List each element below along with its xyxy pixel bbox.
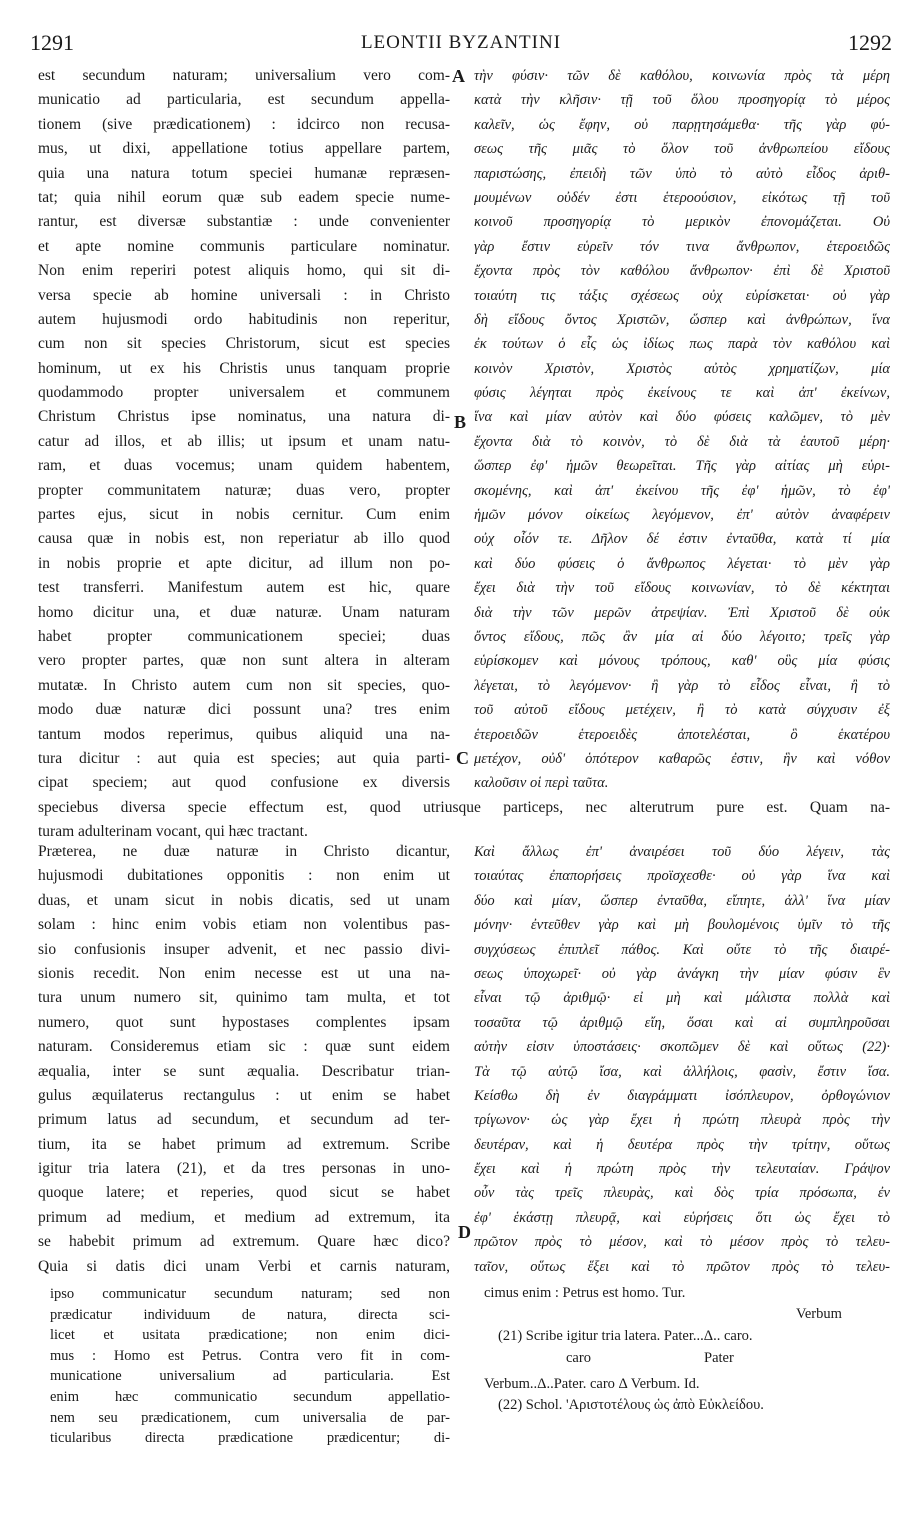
greek-text-line: Κείσθω δὴ ἐν διαγράμματι ἰσόπλευρον, ὀρθογώνιον (474, 1087, 890, 1104)
latin-text-line: et apte nomine communis particulare nominatur. (38, 237, 450, 255)
latin-text-line: quoque latere; et reperies, quod sicut se habet (38, 1184, 450, 1202)
greek-text-line: τοιαύτας ἐπαπορήσεις προϊσχεσθε· οὐ γὰρ ἵνα καὶ (474, 868, 890, 885)
greek-text-line: πρῶτον πρὸς τὸ μέσον, καὶ τὸ μέσον πρὸς τὸ τελευ- (474, 1234, 890, 1251)
latin-text-line: propter communitatem naturæ; duas vero, propter (38, 481, 450, 499)
greek-text-line: ἔχει καὶ ἡ πρώτη πρὸς τὴν τελευταίαν. Γράψον (474, 1161, 890, 1178)
greek-text-line: οὐχ οἷόν τε. Δῆλον δέ ἐστιν ἐνταῦθα, κατὰ τί μία (474, 531, 890, 548)
greek-column-section1 (474, 64, 890, 796)
greek-text-line: αὐτὴν εἰσιν ὑποστάσεις· σκοπῶμεν δὲ καὶ οὕτως (22)· (474, 1039, 890, 1056)
footnote-text-line: prædicatur individuum de natura, directa sci- (50, 1306, 450, 1323)
latin-text-line: tura dicitur : aut quia est species; aut quia parti- (38, 749, 450, 767)
latin-text-line: hujusmodi dubitationes opponitis : non enim ut (38, 867, 450, 885)
latin-text-line: versa specie ab homine universali : in Christo (38, 286, 450, 304)
latin-text-line: rantur, est diversæ substantiæ : unde convenienter (38, 213, 450, 231)
greek-text-line: κατὰ τὴν κλῆσιν· τῇ τοῦ ὅλου προσηγορίᾳ τὸ μέρος (474, 92, 890, 109)
latin-text-line: Non enim reperiri potest aliquis homo, qui sit di- (38, 262, 450, 280)
latin-text-line: sionis recedit. Non enim necesse est ut una na- (38, 964, 450, 982)
latin-text-line: numero, quot sunt hypostases complentes ipsam (38, 1013, 450, 1031)
latin-text-line: est secundum naturam; universalium vero com- (38, 67, 450, 84)
footnote-text-line: ipso communicatur secundum naturam; sed non (50, 1286, 450, 1302)
latin-text-line: modo duæ naturæ dici possunt una? tres enim (38, 701, 450, 719)
latin-text-line: cipat speciem; aut quod confusione ex diversis (38, 774, 450, 792)
greek-text-line: ὄντος εἴδους, πῶς ἂν μία αἱ δύο λέγοιτο; τρεῖς γὰρ (474, 628, 890, 645)
greek-text-line: τοσαῦτα τῷ ἀριθμῷ εἴη, ὅσαι καὶ αἱ συμπληροῦσαι (474, 1014, 890, 1031)
footnote-21-caro: caro (566, 1350, 591, 1366)
greek-text-line: συγχύσεως ἐπιπλεῖ πάθος. Καὶ οὔτε τὸ τῆς διαιρέ- (474, 941, 890, 958)
latin-text-line: homo dicitur una, et duæ naturæ. Unam naturam (38, 603, 450, 621)
margin-marker-d: D (458, 1222, 471, 1242)
footnote-right-column (484, 1282, 894, 1415)
latin-text-line: test transferri. Manifestum autem est hic, quare (38, 579, 450, 597)
greek-text-line: ὥσπερ ἐφ' ἡμῶν θεωρεῖται. Τῆς γὰρ αἰτίας μὴ εὑρι- (474, 458, 890, 475)
page-number-left: 1291 (30, 30, 74, 55)
latin-text-line: Præterea, ne duæ naturæ in Christo dicantur, (38, 843, 450, 860)
latin-full-width-continuation (38, 796, 890, 845)
footnote-left-column (50, 1284, 450, 1449)
greek-text-line: ἔχει διὰ τὴν τοῦ εἴδους κοινωνίαν, τὸ δὲ κέκτηται (474, 580, 890, 597)
greek-text-line: καλεῖν, ὡς ἔφην, οὐ παρῃτησάμεθα· τῆς γὰρ φύ- (474, 116, 890, 133)
footnote-text-line: ticularibus directa prædicatione prædicentur; di- (50, 1430, 450, 1447)
footnote-21-main: (21) Scribe igitur tria latera. Pater...Δ.. caro. (498, 1328, 753, 1344)
greek-text-line: ἐφ' ἑκάστῃ πλευρᾷ, καὶ εὑρήσεις ὅτι ὡς ἔχει τὸ (474, 1209, 890, 1226)
greek-text-line: Τὰ τῷ αὐτῷ ἴσα, καὶ ἀλλήλοις, φασὶν, ἔστιν ἴσα. (474, 1063, 890, 1080)
latin-column-section2 (38, 840, 450, 1279)
latin-text-line: mutatæ. In Christo autem cum non sit species, quo- (38, 676, 450, 694)
footnote-text-line: enim hæc communicatio secundum appellatio- (50, 1388, 450, 1405)
latin-text-line: solam : hinc enim vobis etiam non volentibus pas- (38, 916, 450, 934)
greek-text-line: παριστώσης, ἐπειδὴ τῶν ὑπὸ τὸ αὐτὸ εἶδος ἀριθ- (474, 165, 890, 182)
greek-text-line: δύο καὶ μίαν, ὥσπερ ἐνταῦθα, εἴπητε, ἀλλ' ἵνα μίαν (474, 892, 890, 909)
latin-text-line: autem hujusmodi ordo habitudinis non reperitur, (38, 310, 450, 328)
latin-text-line: cum non sit species Christorum, sicut est species (38, 335, 450, 353)
page-number-right: 1292 (848, 30, 892, 55)
latin-text-line: tura unum numero sit, quinimo tam multa, et tot (38, 989, 450, 1007)
latin-text-line: hominum, ut ex his Christis unus tanquam proprie (38, 359, 450, 377)
footnote-text-line: licet et usitata prædicatione; non enim dici- (50, 1327, 450, 1344)
greek-text-line: τοιαύτη τις τάξις σχέσεως οὐχ εὑρίσκεται· οὐ γὰρ (474, 287, 890, 304)
latin-text-line: naturam. Consideremus etiam sic : quæ sunt eidem (38, 1038, 450, 1056)
greek-text-line: ἔχοντα πρὸς τὸν καθόλου ἄνθρωπον· ἐπὶ δὲ Χριστοῦ (474, 263, 890, 280)
latin-text-line: primum ad medium, et medium ad extremum, ita (38, 1208, 450, 1226)
running-title: LEONTII BYZANTINI (360, 32, 562, 53)
latin-text-line: speciebus diversa specie effectum est, quod utriusque particeps, nec alterutrum pure est. Quam na- (38, 799, 890, 816)
greek-text-line: ἵνα καὶ μίαν αὐτὸν καὶ δύο φύσεις καλῶμεν, τὸ μὲν (474, 409, 890, 426)
latin-text-line: vero propter partes, quæ non sunt altera in alteram (38, 652, 450, 670)
latin-text-line: tantum modos reperimus, quibus aliquid una na- (38, 725, 450, 743)
footnote-text-line: municatione universalium ad particularia. Est (50, 1368, 450, 1385)
footnote-text-line: mus : Homo est Petrus. Contra vero fit in com- (50, 1347, 450, 1364)
latin-text-line: æqualia, inter se sunt æqualia. Describatur trian- (38, 1062, 450, 1080)
greek-text-line: φύσις λέγηται πρὸς ἐκείνους τε καὶ ἀπ' ἐκείνων, (474, 385, 890, 402)
latin-text-line: causa quæ in nobis est, non reperiatur ab illo quod (38, 530, 450, 548)
greek-text-line: κοινοῦ προσηγορίᾳ τὸ μερικὸν ἐπονομάζεται. Οὐ (474, 214, 890, 231)
greek-text-line: ἡμῶν μόνον οἰκείως λεγόμενον, ἐπ' αὐτὸν ἀναφέρειν (474, 507, 890, 524)
latin-text-line: quia una natura totum speciei humanæ repræsen- (38, 164, 450, 182)
greek-text-line: τρίγωνον· ὡς γὰρ ἔχει ἡ πρώτη πλευρὰ πρὸς τὴν (474, 1112, 890, 1129)
greek-text-line: σκομένης, καὶ ἀπ' ἐκείνου τῆς ἐφ' ἡμῶν, τὸ ἐφ' (474, 482, 890, 499)
greek-text-line: μόνην· ἐντεῦθεν γὰρ καὶ μὴ βουλομένοις ὑμῖν τὸ τῆς (474, 917, 890, 934)
greek-text-line: μετέχον, οὐδ' ὁπότερον καθαρῶς ἐστιν, ἣν καὶ νόθον (474, 750, 890, 767)
latin-text-line: habet propter communicationem speciei; duas (38, 627, 450, 645)
greek-text-line: γὰρ ἔστιν εὑρεῖν τόν τινα ἄνθρωπον, ἑτεροειδῶς (474, 238, 890, 255)
latin-text-line: tat; quia nihil eorum quæ sub eadem specie nume- (38, 188, 450, 206)
latin-text-line: ram, et duas vocemus; unam quidem habentem, (38, 457, 450, 475)
latin-text-line: in nobis proprie et apte dicitur, ad illum non po- (38, 554, 450, 572)
footnote-21-line2: Verbum..Δ..Pater. caro Δ Verbum. Id. (484, 1376, 700, 1392)
greek-text-line: καὶ δύο φύσεις ὁ ἄνθρωπος λέγεται· τὸ μὲν γὰρ (474, 555, 890, 572)
greek-text-line: καλοῦσιν οἱ περὶ ταῦτα. (474, 775, 609, 792)
greek-text-line: μουμένων οὐδέν ἐστι ἑτεροούσιον, εἰκότως τῇ τοῦ (474, 189, 890, 206)
latin-text-line: turam adulterinam vocant, qui hæc tractant. (38, 823, 308, 841)
latin-text-line: tium, ita se habet primum ad extremum. Scribe (38, 1135, 450, 1153)
greek-text-line: ἐκ τούτων ὁ εἷς ὡς ἰδίως πως παρὰ τὸν καθόλου καὶ (474, 336, 890, 353)
latin-text-line: duas, et unam sicut in nobis dicatis, sed ut unam (38, 891, 450, 909)
greek-text-line: ταῖον, οὕτως ἕξει καὶ τὸ πρῶτον πρὸς τὸ τελευ- (474, 1258, 890, 1275)
greek-text-line: δευτέραν, καὶ ἡ δευτέρα πρὸς τὴν τρίτην, οὕτως (474, 1136, 890, 1153)
greek-text-line: σεως ὑποχωρεῖ· οὐ γὰρ ἀνάγκη τὴν μίαν φύσιν ἓν (474, 965, 890, 982)
margin-marker-a: A (452, 66, 465, 86)
margin-marker-b: B (454, 412, 467, 432)
latin-text-line: quodammodo propter universalem et communem (38, 384, 450, 402)
greek-text-line: δὴ εἴδους ὄντος Χριστῶν, ὥσπερ καὶ ἀνθρώπων, ἵνα (474, 311, 890, 328)
greek-text-line: διὰ τὴν τῶν μερῶν ἀτρεψίαν. Ἐπὶ Χριστοῦ δὲ οὐκ (474, 604, 890, 621)
greek-text-line: ἑτεροειδῶν ἑτεροειδὲς ἀποτελέσται, ὃ ἑκατέρου (474, 726, 890, 743)
footnote-continuation: cimus enim : Petrus est homo. Tur. (484, 1285, 686, 1301)
greek-column-section2 (474, 840, 890, 1279)
footnote-22: (22) Schol. 'Αριστοτέλους ὡς ἀπὸ Εὐκλείδου. (498, 1396, 764, 1413)
greek-text-line: εἶναι τῷ ἀριθμῷ· εἰ μὴ καὶ μάλιστα πολλὰ καὶ (474, 990, 890, 1007)
latin-text-line: igitur tria latera (21), et da tres personas in uno- (38, 1160, 450, 1178)
greek-text-line: οὖν τὰς τρεῖς πλευρὰς, καὶ δὸς τρία πρόσωπα, ἐν (474, 1185, 890, 1202)
page-header (30, 30, 892, 60)
greek-text-line: ἔχοντα διὰ τὸ κοινὸν, τὸ δὲ διὰ τὰ ἑαυτοῦ μέρη· (474, 433, 890, 450)
footnote-21 (484, 1304, 894, 1364)
greek-text-line: λέγεται, τὸ λεγόμενον· ἢ γὰρ τὸ εἶδος εἶναι, ἢ τὸ (474, 677, 890, 694)
margin-marker-c: C (456, 748, 469, 768)
footnote-21-verbum: Verbum (796, 1306, 842, 1322)
latin-text-line: tionem (sive prædicationem) : idcirco non recusa- (38, 115, 450, 133)
greek-text-line: τὴν φύσιν· τῶν δὲ καθόλου, κοινωνία πρὸς τὰ μέρη (474, 68, 890, 84)
greek-text-line: κοινὸν Χριστὸν, Χριστὸς αὐτὸς χρηματίζων, μία (474, 360, 890, 377)
latin-text-line: primum latus ad secundum, et secundum ad ter- (38, 1111, 450, 1129)
latin-text-line: Christum Christus ipse nominatus, una natura di- (38, 408, 450, 426)
footnote-21-pater: Pater (704, 1350, 734, 1366)
latin-text-line: gulus æquilaterus rectangulus : ut enim se habet (38, 1086, 450, 1104)
greek-text-line: Καὶ ἄλλως ἐπ' ἀναιρέσει τοῦ δύο λέγειν, τὰς (474, 844, 890, 860)
latin-text-line: sio confusionis insuper advenit, et nec passio divi- (38, 940, 450, 958)
greek-text-line: σεως τῆς μιᾶς τὸ ὅλον τοῦ ἀνθρωπείου εἴδους (474, 141, 890, 158)
greek-text-line: τοῦ αὐτοῦ εἴδους μετέχειν, ἢ τὸ κατὰ σύγχυσιν ἐξ (474, 702, 890, 719)
latin-text-line: catur ad illos, et ab illis; ut ipsum et unam natu- (38, 432, 450, 450)
greek-text-line: εὑρίσκομεν καὶ μόνους τρόπους, καθ' οὓς μία φύσις (474, 653, 890, 670)
latin-column-section1 (38, 64, 450, 796)
latin-text-line: Quia si datis dici unam Verbi et carnis naturam, (38, 1257, 450, 1275)
latin-text-line: mus, ut dixi, appellatione totius appellare partem, (38, 140, 450, 158)
latin-text-line: partes ejus, sicut in nobis cernitur. Cum enim (38, 506, 450, 524)
footnote-text-line: nem seu prædicationem, cum universalia de par- (50, 1409, 450, 1426)
latin-text-line: municatio ad particularia, est secundum appella- (38, 91, 450, 109)
latin-text-line: se habebit primum ad extremum. Quare hæc dico? (38, 1233, 450, 1251)
